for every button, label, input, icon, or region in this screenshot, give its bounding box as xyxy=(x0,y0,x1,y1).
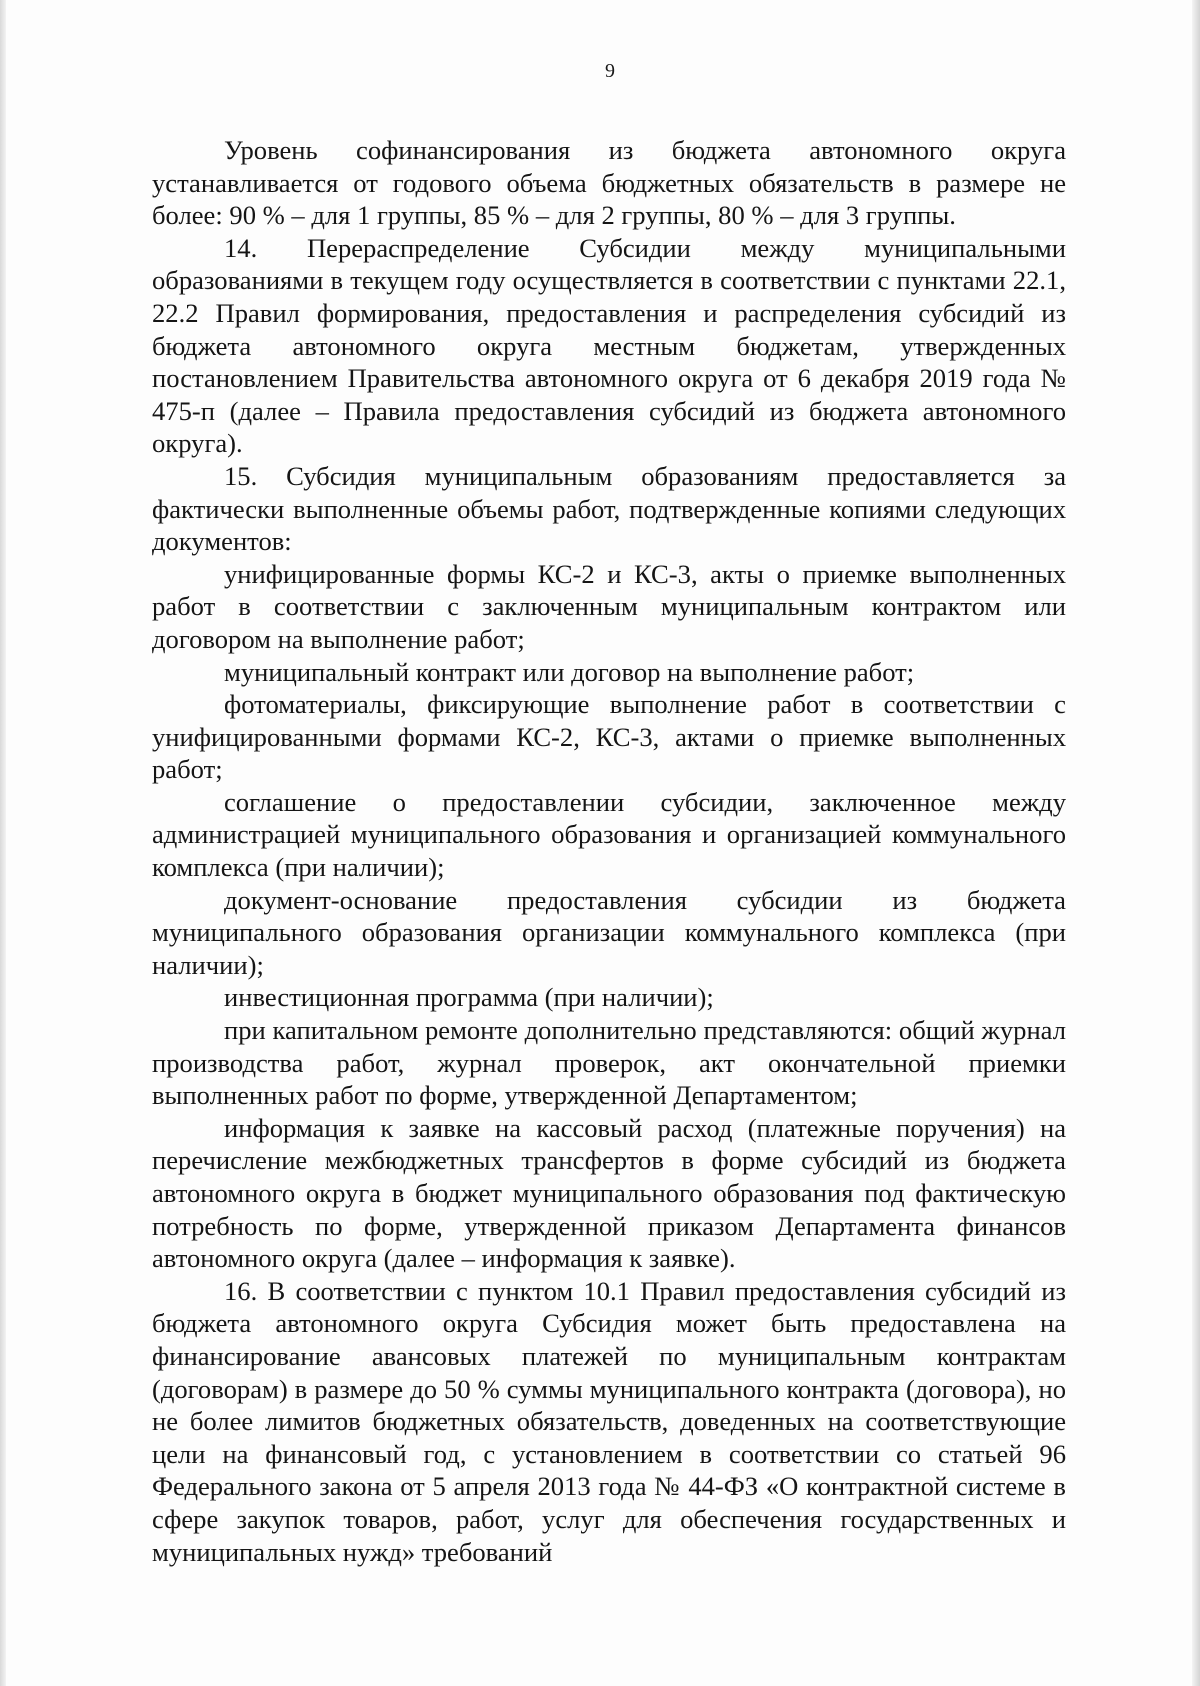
document-body xyxy=(152,134,1066,1568)
list-item-contract: муниципальный контракт или договор на выполнение работ; xyxy=(224,656,915,687)
list-item-cash-request: информация к заявке на кассовый расход (платежные поручения) на перечисление межбюджетных трансфертов в форме субсидий из бюджета автономного округа в бюджет муниципального образования под фактическую потребность по форме, утвержденной приказом Департамента финансов автономного округа (далее – информация к заявке). xyxy=(152,1112,1066,1274)
paragraph-16: 16. В соответствии с пунктом 10.1 Правил предоставления субсидий из бюджета автономного округа Субсидия может быть предоставлена на финансирование авансовых платежей по муниципальным контрактам (договорам) в размере до 50 % суммы муниципального контракта (договора), но не более лимитов бюджетных обязательств, доведенных на соответствующие цели на финансовый год, с установлением в соответствии со статьей 96 Федерального закона от 5 апреля 2013 года № 44-ФЗ «О контрактной системе в сфере закупок товаров, работ, услуг для обеспечения государственных и муниципальных нужд» требований xyxy=(152,1275,1066,1567)
paragraph-14: 14. Перераспределение Субсидии между муниципальными образованиями в текущем году осуществляется в соответствии с пунктами 22.1, 22.2 Правил формирования, предоставления и распределения субсидий из бюджета автономного округа местным бюджетам, утвержденных постановлением Правительства автономного округа от 6 декабря 2019 года № 475-п (далее – Правила предоставления субсидий из бюджета автономного округа). xyxy=(152,232,1066,459)
scan-edge-right xyxy=(1192,0,1200,1686)
list-item-photos: фотоматериалы, фиксирующие выполнение работ в соответствии с унифицированными формами КС-2, КС-3, актами о приемке выполненных работ; xyxy=(152,689,1066,785)
list-item-agreement: соглашение о предоставлении субсидии, заключенное между администрацией муниципального образования и организацией коммунального комплекса (при наличии); xyxy=(152,786,1066,883)
page-number: 9 xyxy=(605,60,615,82)
list-item-basis-document: документ-основание предоставления субсидии из бюджета муниципального образования организации коммунального комплекса (при наличии); xyxy=(152,884,1066,980)
list-item-capital-repair: при капитальном ремонте дополнительно представляются: общий журнал производства работ, журнал проверок, акт окончательной приемки выполненных работ по форме, утвержденной Департаментом; xyxy=(152,1015,1066,1111)
paragraph-cofinancing-level: Уровень софинансирования из бюджета автономного округа устанавливается от годового объема бюджетных обязательств в размере не более: 90 % – для 1 группы, 85 % – для 2 группы, 80 % – для 3 группы. xyxy=(152,135,1066,231)
list-item-investment-program: инвестиционная программа (при наличии); xyxy=(224,982,714,1013)
list-item-ks-forms: унифицированные формы КС-2 и КС-3, акты о приемке выполненных работ в соответствии с заключенным муниципальным контрактом или договором на выполнение работ; xyxy=(152,558,1066,654)
scan-edge-left xyxy=(0,0,6,1686)
paragraph-15: 15. Субсидия муниципальным образованиям предоставляется за фактически выполненные объемы работ, подтвержденные копиями следующих документов: xyxy=(152,460,1066,557)
